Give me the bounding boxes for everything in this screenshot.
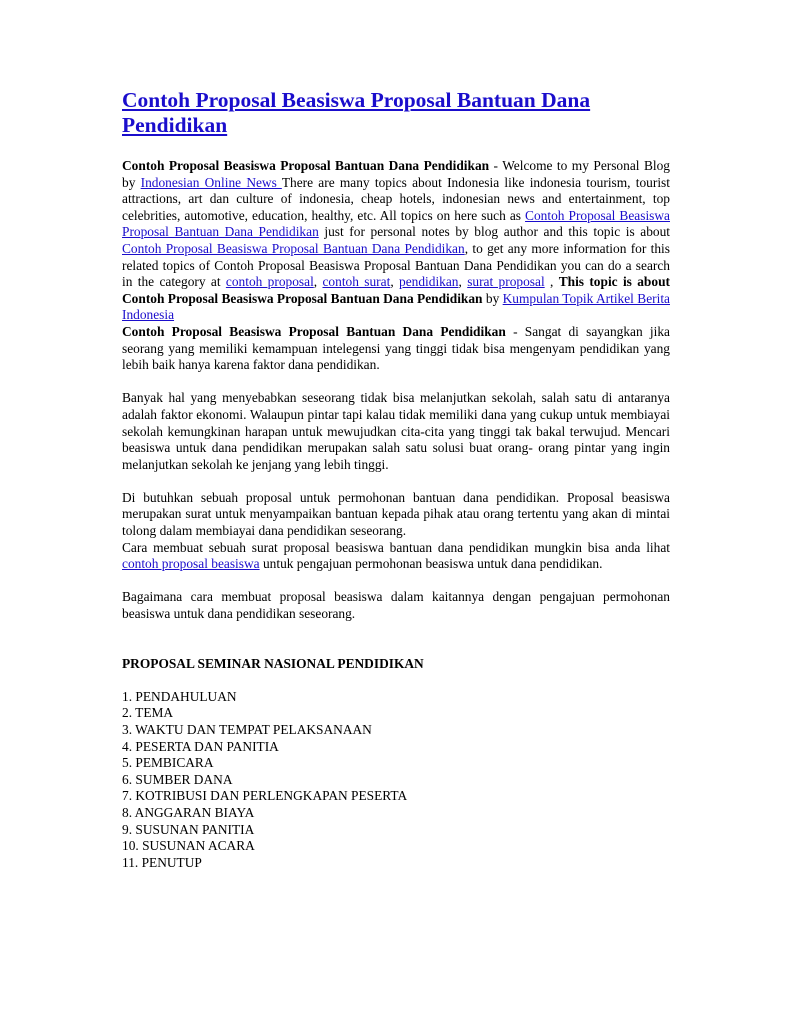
paragraph-2: Banyak hal yang menyebabkan seseorang tidak bisa melanjutkan sekolah, salah satu di antaranya adalah faktor ekonomi. Walaupun pintar tapi kalau tidak memiliki dana yang cukup untuk membiayai sekolah kemungkinan harapan untuk mewujudkan cita-cita yang tinggi tak bakal terwujud. Mencari beasiswa untuk dana pendidikan merupakan salah satu solusi buat orang- orang pintar yang ingin melanjutkan sekolah ke jenjang yang lebih tinggi. (122, 390, 670, 472)
topic-link[interactable]: Contoh Proposal Beasiswa Proposal Bantuan Dana Pendidikan (122, 207, 670, 240)
topic-link[interactable]: Contoh Proposal Beasiswa Proposal Bantuan Dana Pendidikan (122, 240, 465, 256)
list-item: 7. KOTRIBUSI DAN PERLENGKAPAN PESERTA (122, 788, 408, 804)
list-item: 8. ANGGARAN BIAYA (122, 804, 255, 820)
intro-text: There are many topics about Indonesia like indonesia tourism, tourist attractions, art dan culture of indonesia, cheap hotels, indonesian news and entertainment, top celebrities, automotive, education, healthy, etc. All topics on here such as (122, 174, 670, 223)
list-item: 2. TEMA (122, 705, 174, 721)
separator: , (458, 274, 468, 290)
separator: , (313, 274, 323, 290)
intro-text: by (482, 290, 503, 306)
separator: , (390, 274, 399, 290)
outline-list (122, 689, 670, 872)
intro-text: just for personal notes by blog author and this topic is about (318, 224, 670, 240)
author-link[interactable]: Kumpulan Topik Artikel Berita Indonesia (122, 290, 670, 323)
intro-text: , to get any more information for this related topics of Contoh Proposal Beasiswa Proposal Bantuan Dana Pendidikan you can do a search in the category at (122, 240, 670, 290)
category-link-surat-proposal[interactable]: surat proposal (467, 274, 545, 290)
category-link-pendidikan[interactable]: pendidikan (399, 274, 459, 290)
paragraph-4 (122, 540, 670, 573)
intro-text: - Welcome to my Personal Blog by (122, 158, 670, 190)
intro-paragraph (122, 158, 670, 324)
paragraph-1-bold-lead: Contoh Proposal Beasiswa Proposal Bantuan Dana Pendidikan (122, 323, 506, 339)
intro-bold-tail: This topic is about Contoh Proposal Beasiswa Proposal Bantuan Dana Pendidikan (122, 274, 670, 306)
category-link-contoh-proposal[interactable]: contoh proposal (225, 274, 314, 290)
section-heading: PROPOSAL SEMINAR NASIONAL PENDIDIKAN (122, 655, 424, 671)
title-link[interactable]: Contoh Proposal Beasiswa Proposal Bantuan Dana Pendidikan (122, 88, 591, 137)
paragraph-3: Di butuhkan sebuah proposal untuk permohonan bantuan dana pendidikan. Proposal beasiswa merupakan surat untuk menyampaikan bantuan kepada pihak atau orang tertentu yang akan di mintai tolong dalam membiayai dana pendidikan seseorang. (122, 489, 670, 539)
page-title (122, 88, 670, 138)
list-item: 10. SUSUNAN ACARA (122, 838, 255, 854)
list-item: 3. WAKTU DAN TEMPAT PELAKSANAAN (122, 722, 372, 737)
blog-link[interactable]: Indonesian Online News (140, 174, 282, 190)
document-body (122, 88, 670, 871)
intro-text: , (544, 274, 559, 290)
category-link-contoh-surat[interactable]: contoh surat (322, 274, 391, 290)
list-item: 11. PENUTUP (122, 854, 202, 870)
paragraph-1 (122, 324, 670, 374)
paragraph-4-text: untuk pengajuan permohonan beasiswa untuk dana pendidikan. (259, 556, 603, 572)
list-item: 4. PESERTA DAN PANITIA (122, 738, 279, 754)
paragraph-5: Bagaimana cara membuat proposal beasiswa dalam kaitannya dengan pengajuan permohonan beasiswa untuk dana pendidikan seseorang. (122, 589, 670, 622)
list-item: 9. SUSUNAN PANITIA (122, 821, 255, 837)
intro-bold-lead: Contoh Proposal Beasiswa Proposal Bantuan Dana Pendidikan (122, 158, 490, 173)
list-item: 6. SUMBER DANA (122, 771, 233, 787)
list-item: 5. PEMBICARA (122, 755, 214, 771)
paragraph-4-text: Cara membuat sebuah surat proposal beasiswa bantuan dana pendidikan mungkin bisa anda lihat (122, 539, 670, 555)
list-item: 1. PENDAHULUAN (122, 688, 237, 704)
paragraph-1-text: - Sangat di sayangkan jika seorang yang memiliki kemampuan intelegensi yang tinggi tidak bisa mengenyam pendidikan yang lebih baik hanya karena faktor dana pendidikan. (122, 323, 671, 373)
proposal-beasiswa-link[interactable]: contoh proposal beasiswa (122, 556, 260, 572)
